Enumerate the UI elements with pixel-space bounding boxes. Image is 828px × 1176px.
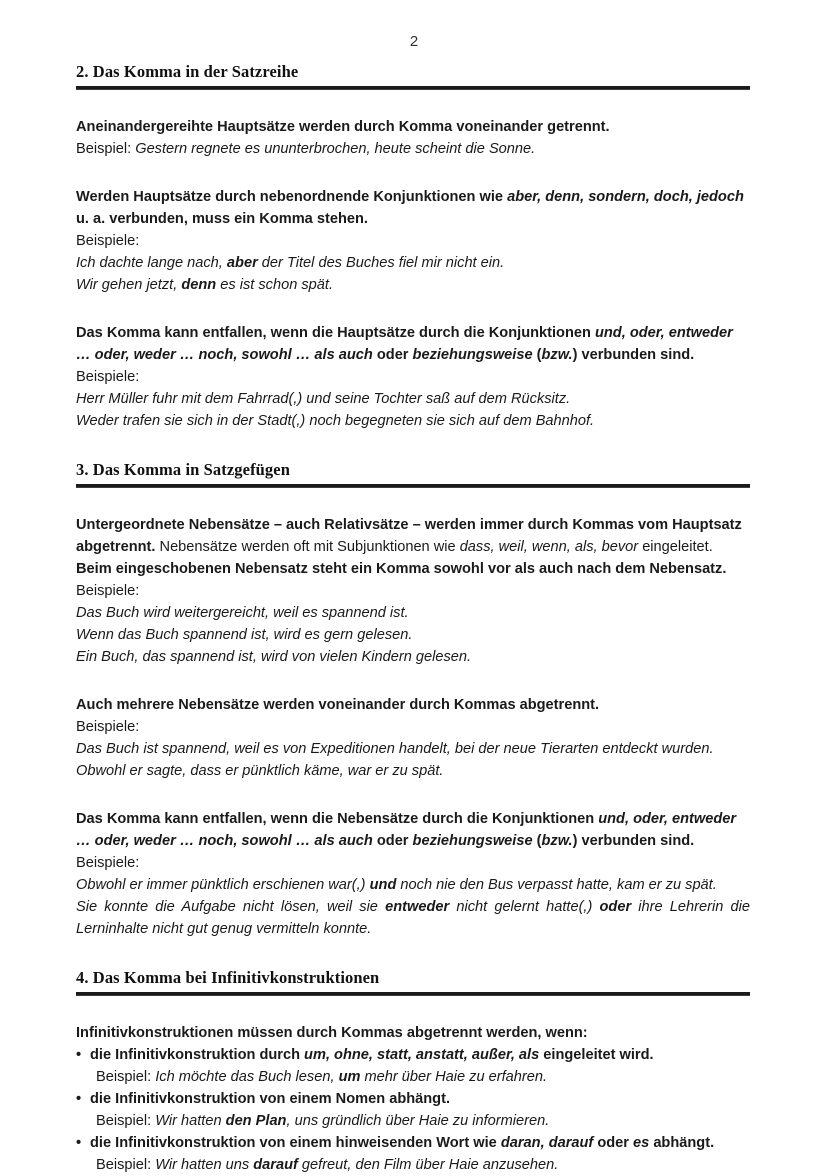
- example-part: der Titel des Buches fiel mir nicht ein.: [257, 255, 505, 271]
- rule-abbreviation: bzw.: [541, 347, 573, 363]
- rule-block-aneinandergereihte: [76, 116, 750, 160]
- bullet-rule: [76, 1132, 750, 1154]
- rule-statement-cont: u. a. verbunden, muss ein Komma stehen.: [76, 211, 368, 227]
- document-content: [76, 62, 750, 1176]
- bullet-rule: [76, 1044, 750, 1066]
- rule-abbreviation: bzw.: [541, 833, 573, 849]
- example-emphasis: oder: [599, 899, 632, 915]
- rule-text-part: (: [532, 347, 542, 363]
- intro-statement: Infinitivkonstruktionen müssen durch Kommas abgetrennt werden, wenn:: [76, 1025, 588, 1041]
- rule-text-part: Das Komma kann entfallen, wenn die Nebensätze durch die Konjunktionen: [76, 811, 599, 827]
- example-part: mehr über Haie zu erfahren.: [360, 1069, 548, 1085]
- rule-block-komma-entfallen-nebensaetze: [76, 808, 750, 940]
- section-heading: 2. Das Komma in der Satzreihe: [76, 62, 299, 81]
- example-part: Wir gehen jetzt,: [76, 277, 182, 293]
- example-text: [76, 274, 750, 296]
- bullet-example: [76, 1066, 750, 1088]
- example-part: es ist schon spät.: [216, 277, 334, 293]
- example-text: Das Buch wird weitergereicht, weil es spannend ist.: [76, 605, 409, 621]
- example-emphasis: aber: [226, 255, 258, 271]
- example-part: ihre Lehrerin die Lerninhalte nicht gut genug vermitteln konnte.: [76, 899, 750, 937]
- example-text: Ein Buch, das spannend ist, wird von vielen Kindern gelesen.: [76, 649, 472, 665]
- list-item: [76, 1044, 750, 1088]
- rule-text-part: (: [532, 833, 542, 849]
- rule-text-part: ): [572, 347, 582, 363]
- heading-rule: [76, 484, 750, 488]
- example-label: Beispiele:: [76, 855, 140, 871]
- rule-bold-part: Beim eingeschobenen Nebensatz steht ein Komma sowohl vor als auch nach dem Nebensatz.: [76, 561, 727, 577]
- example-line: [76, 138, 750, 160]
- rule-text-part: Nebensätze werden oft mit Subjunktionen wie: [155, 539, 460, 555]
- list-item: [76, 1132, 750, 1176]
- rule-text-part: verbunden sind.: [581, 347, 695, 363]
- bullet-example: [76, 1110, 750, 1132]
- rule-text-part: ): [572, 833, 582, 849]
- example-text: [76, 874, 750, 896]
- heading-rule: [76, 992, 750, 996]
- example-text: [76, 252, 750, 274]
- example-part: , uns gründlich über Haie zu informieren.: [286, 1113, 550, 1129]
- rule-statement: [76, 322, 750, 366]
- rule-bold-part: Untergeordnete Nebensätze – auch Relativsätze – werden immer durch Kommas vom Hauptsatz abgetrennt.: [76, 517, 742, 555]
- bullet-text-part: die Infinitivkonstruktion durch: [90, 1047, 305, 1063]
- example-label: Beispiel:: [96, 1157, 156, 1173]
- bullet-text-part: eingeleitet wird.: [539, 1047, 654, 1063]
- example-label: Beispiel:: [96, 1113, 156, 1129]
- list-item: [76, 1088, 750, 1132]
- bullet-rule: [76, 1088, 750, 1110]
- bullet-icon: •: [76, 1135, 82, 1151]
- rule-terms: dass, weil, wenn, als, bevor: [459, 539, 639, 555]
- rule-statement: [76, 186, 750, 208]
- rule-text-part: verbunden sind.: [581, 833, 695, 849]
- rule-block-untergeordnete-nebensaetze: [76, 514, 750, 668]
- rule-block-komma-entfallen-hauptsaetze: [76, 322, 750, 432]
- example-label: Beispiele:: [76, 233, 140, 249]
- example-text: Wenn das Buch spannend ist, wird es gern gelesen.: [76, 627, 413, 643]
- example-part: Wir hatten: [155, 1113, 226, 1129]
- rule-terms: und, oder, entweder … oder, weder … noch, sowohl … als auch: [76, 325, 733, 363]
- bullet-example: [76, 1154, 750, 1176]
- rule-terms: und, oder, entweder … oder, weder … noch, sowohl … als auch: [76, 811, 737, 849]
- bullet-terms: es: [633, 1135, 650, 1151]
- example-text: Obwohl er sagte, dass er pünktlich käme, war er zu spät.: [76, 763, 444, 779]
- example-text: Weder trafen sie sich in der Stadt(,) noch begegneten sie sich auf dem Bahnhof.: [76, 413, 595, 429]
- rule-block-mehrere-nebensaetze: [76, 694, 750, 782]
- example-part: Obwohl er immer pünktlich erschienen war(,): [76, 877, 370, 893]
- bullet-icon: •: [76, 1091, 82, 1107]
- bullet-text-part: die Infinitivkonstruktion von einem Nomen abhängt.: [90, 1091, 451, 1107]
- example-label: Beispiel:: [76, 141, 136, 157]
- example-part: Wir hatten uns: [155, 1157, 254, 1173]
- bullet-terms: um, ohne, statt, anstatt, außer, als: [304, 1047, 540, 1063]
- example-part: gefreut, den Film über Haie anzusehen.: [297, 1157, 559, 1173]
- example-emphasis: darauf: [253, 1157, 298, 1173]
- example-part: nicht gelernt hatte(,): [449, 899, 600, 915]
- example-emphasis: entweder: [385, 899, 450, 915]
- bullet-text-part: die Infinitivkonstruktion von einem hinweisenden Wort wie: [90, 1135, 501, 1151]
- rule-statement: Aneinandergereihte Hauptsätze werden durch Komma voneinander getrennt.: [76, 119, 610, 135]
- page-number: 2: [409, 33, 419, 50]
- example-part: noch nie den Bus verpasst hatte, kam er zu spät.: [396, 877, 717, 893]
- example-part: Sie konnte die Aufgabe nicht lösen, weil sie: [76, 899, 386, 915]
- example-label: Beispiele:: [76, 369, 140, 385]
- section-komma-satzgefuege: [76, 460, 750, 940]
- infinitiv-rules-block: [76, 1022, 750, 1176]
- bullet-text-part: oder: [593, 1135, 634, 1151]
- rule-terms: aber, denn, sondern, doch, jedoch: [507, 189, 744, 205]
- infinitiv-bullet-list: [76, 1044, 750, 1176]
- rule-text-part: Werden Hauptsätze durch nebenordnende Konjunktionen wie: [76, 189, 508, 205]
- example-text: Das Buch ist spannend, weil es von Expeditionen handelt, bei der neue Tierarten entdeckt wurden.: [76, 741, 714, 757]
- example-emphasis: denn: [181, 277, 217, 293]
- example-part: Ich möchte das Buch lesen,: [155, 1069, 339, 1085]
- rule-terms: beziehungsweise: [412, 347, 533, 363]
- rule-statement: [76, 514, 750, 580]
- bullet-icon: •: [76, 1047, 82, 1063]
- rule-block-nebenordnende: [76, 186, 750, 296]
- example-emphasis: und: [369, 877, 397, 893]
- rule-terms: beziehungsweise: [412, 833, 533, 849]
- section-heading: 3. Das Komma in Satzgefügen: [76, 460, 290, 479]
- example-emphasis: um: [338, 1069, 361, 1085]
- example-text: Gestern regnete es ununterbrochen, heute scheint die Sonne.: [135, 141, 536, 157]
- example-text: [76, 896, 750, 940]
- example-text: Herr Müller fuhr mit dem Fahrrad(,) und seine Tochter saß auf dem Rücksitz.: [76, 391, 571, 407]
- rule-statement: [76, 808, 750, 852]
- heading-rule: [76, 86, 750, 90]
- bullet-terms: daran, darauf: [500, 1135, 594, 1151]
- section-heading: 4. Das Komma bei Infinitivkonstruktionen: [76, 968, 380, 987]
- bullet-text-part: abhängt.: [649, 1135, 715, 1151]
- rule-text-part: eingeleitet.: [638, 539, 713, 555]
- rule-text-part: oder: [372, 833, 413, 849]
- example-label: Beispiele:: [76, 583, 140, 599]
- example-emphasis: den Plan: [225, 1113, 287, 1129]
- example-label: Beispiele:: [76, 719, 140, 735]
- section-komma-infinitivkonstruktionen: [76, 968, 750, 1176]
- example-part: Ich dachte lange nach,: [76, 255, 227, 271]
- rule-text-part: oder: [372, 347, 413, 363]
- rule-text-part: Das Komma kann entfallen, wenn die Hauptsätze durch die Konjunktionen: [76, 325, 595, 341]
- section-komma-satzreihe: [76, 62, 750, 432]
- rule-statement: Auch mehrere Nebensätze werden voneinander durch Kommas abgetrennt.: [76, 697, 600, 713]
- example-label: Beispiel:: [96, 1069, 156, 1085]
